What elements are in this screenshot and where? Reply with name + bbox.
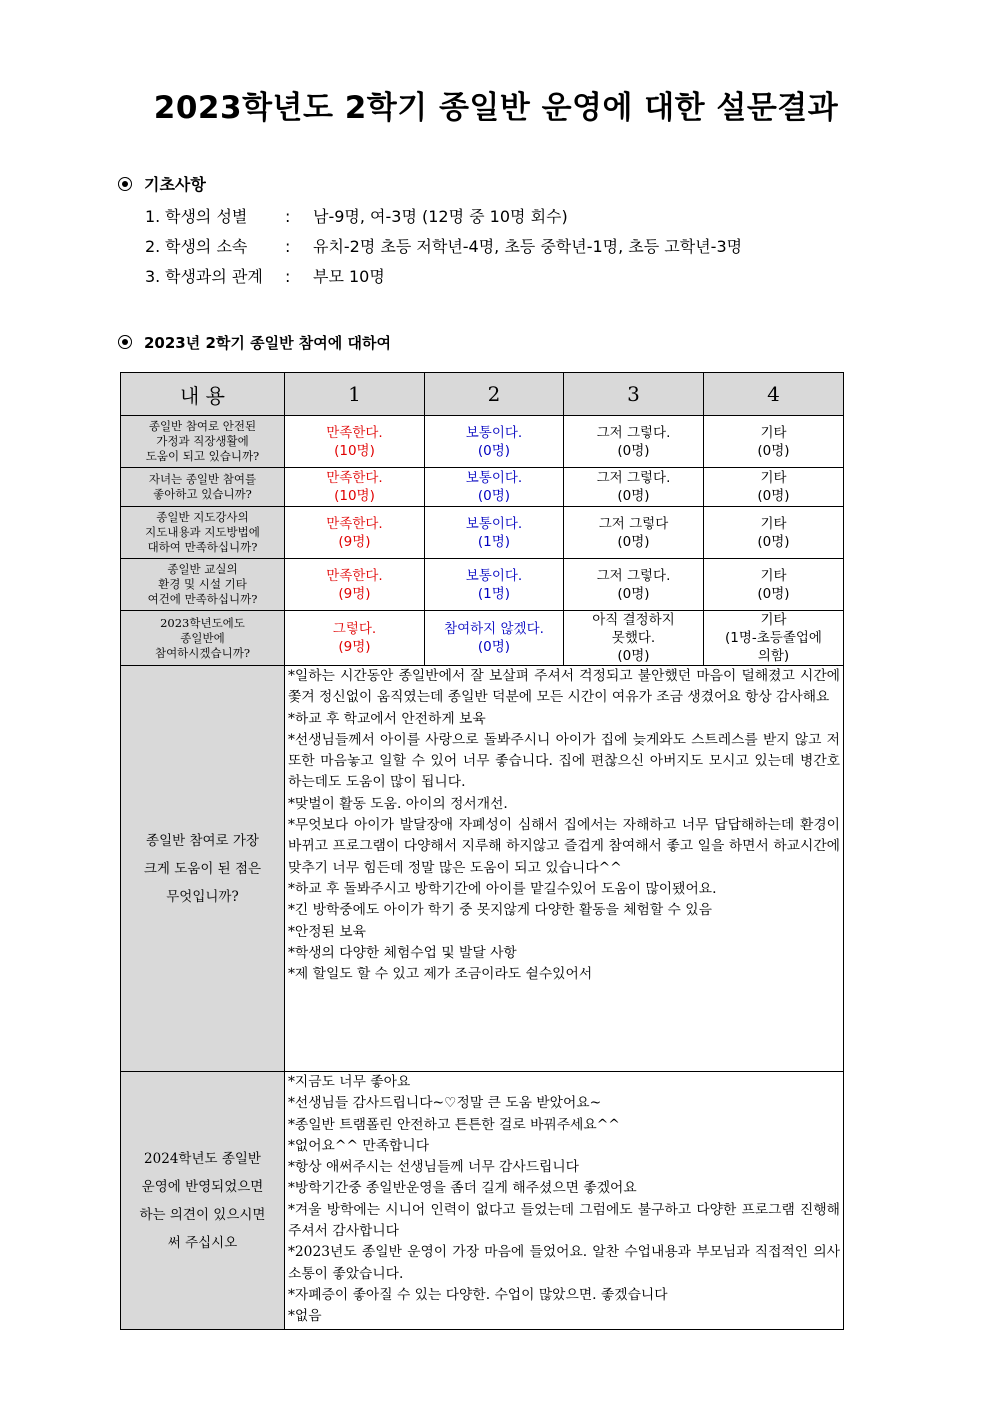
- question-line: 자녀는 종일반 참여를: [148, 472, 257, 486]
- option-text: 기타: [760, 515, 787, 532]
- item-number: 1.: [145, 207, 161, 226]
- question-line: 가정과 직장생활에: [156, 434, 249, 448]
- item-separator: :: [285, 207, 291, 226]
- question-line: 종일반에: [180, 630, 225, 645]
- table-header-row: [121, 373, 844, 416]
- option-cell: [425, 507, 564, 559]
- question-line: 무엇입니까?: [166, 888, 239, 905]
- option-text: 만족한다.: [326, 515, 383, 532]
- option-count: (0명): [757, 585, 790, 602]
- question-cell: [121, 507, 285, 559]
- circle-bullet-icon: [118, 335, 132, 349]
- question-line: 운영에 반영되었으면: [141, 1178, 264, 1195]
- answer-item: *2023년도 종일반 운영이 가장 마음에 들었어요. 알찬 수업내용과 부모님과 직접적인 의사소통이 좋았습니다.: [288, 1244, 840, 1282]
- option-text: 기타: [760, 470, 787, 486]
- item-label: 학생의 소속: [165, 237, 248, 256]
- option-text: 아직 결정하지: [592, 612, 675, 628]
- option-count: (0명): [477, 488, 511, 504]
- option-cell: [704, 507, 844, 559]
- option-text: 못했다.: [611, 630, 656, 646]
- header-option-3: 3: [564, 373, 704, 416]
- option-count: (0명): [617, 442, 650, 459]
- option-text: 보통이다.: [465, 424, 523, 441]
- option-cell: [425, 611, 564, 666]
- answer-item: *긴 방학중에도 아이가 학기 중 못지않게 다양한 활동을 체험할 수 있음: [288, 902, 712, 919]
- option-cell: [285, 611, 425, 666]
- item-value: 남-9명, 여-3명 (12명 중 10명 회수): [313, 207, 568, 226]
- option-count: (9명): [338, 639, 371, 655]
- basic-info-item: [145, 262, 742, 292]
- option-text: 그저 그렇다.: [596, 424, 671, 441]
- option-cell: [564, 468, 704, 507]
- option-cell: [564, 507, 704, 559]
- option-cell: [285, 468, 425, 507]
- option-cell: [285, 559, 425, 611]
- option-cell: [704, 416, 844, 468]
- option-count: (9명): [338, 533, 371, 550]
- option-count: (0명): [617, 533, 650, 550]
- answer-item: *겨울 방학에는 시니어 인력이 없다고 들었는데 그럼에도 불구하고 다양한 프로그램 진행해주셔서 감사합니다: [288, 1201, 840, 1240]
- answer-item: *하교 후 학교에서 안전하게 보육: [288, 710, 486, 727]
- basic-section-heading: [118, 172, 206, 195]
- item-separator: :: [285, 267, 291, 286]
- option-text: 그저 그렇다.: [596, 567, 671, 584]
- question-line: 종일반 교실의: [167, 562, 238, 576]
- question-line: 여건에 만족하십니까?: [147, 592, 258, 606]
- item-value: 유치-2명 초등 저학년-4명, 초등 중학년-1명, 초등 고학년-3명: [313, 237, 743, 256]
- option-count: (10명): [334, 488, 375, 504]
- option-count: (0명): [477, 442, 511, 459]
- item-label: 학생의 성별: [165, 207, 248, 226]
- option-count: (0명): [617, 585, 650, 602]
- header-option-1: 1: [285, 373, 425, 416]
- option-text: 만족한다.: [326, 470, 383, 486]
- answer-item: *학생의 다양한 체험수업 및 발달 사항: [288, 944, 517, 961]
- option-text: 보통이다.: [465, 515, 523, 532]
- option-text: 참여하지 않겠다.: [444, 621, 544, 637]
- question-cell: [121, 416, 285, 468]
- option-cell: [425, 559, 564, 611]
- table-row: [121, 507, 844, 559]
- option-cell: [704, 468, 844, 507]
- document-title: 2023학년도 2학기 종일반 운영에 대한 설문결과: [153, 90, 839, 126]
- option-cell: [564, 416, 704, 468]
- answer-item: *맞벌이 활동 도움. 아이의 정서개선.: [288, 795, 508, 812]
- option-count: (0명): [757, 442, 790, 459]
- help-answers-cell: [285, 666, 844, 1072]
- option-count: (0명): [757, 488, 790, 504]
- item-number: 3.: [145, 267, 161, 286]
- participation-section-label: 2023년 2학기 종일반 참여에 대하여: [144, 334, 391, 352]
- option-text: 기타: [760, 567, 787, 584]
- option-cell: [704, 559, 844, 611]
- table-row-help: [121, 666, 844, 1072]
- question-line: 도움이 되고 있습니까?: [145, 449, 260, 463]
- question-line: 크게 도움이 된 점은: [143, 860, 262, 877]
- header-option-4: 4: [704, 373, 844, 416]
- option-text: 기타: [760, 612, 787, 628]
- answer-item: *지금도 너무 좋아요: [288, 1074, 411, 1090]
- option-count: (10명): [334, 442, 375, 459]
- item-separator: :: [285, 237, 291, 256]
- question-line: 종일반 지도강사의: [156, 510, 249, 524]
- question-line: 참여하시겠습니까?: [154, 645, 251, 660]
- question-line: 좋아하고 있습니까?: [153, 487, 252, 501]
- option-count: (0명): [617, 488, 650, 504]
- option-text: 그저 그렇다: [598, 515, 669, 532]
- option-count: (1명): [477, 533, 511, 550]
- option-cell: [425, 468, 564, 507]
- basic-info-item: [145, 232, 742, 262]
- table-row: [121, 611, 844, 666]
- basic-info-list: [145, 202, 742, 292]
- option-count: (0명): [757, 533, 790, 550]
- question-line: 하는 의견이 있으시면: [139, 1206, 266, 1223]
- option-count: (1명-초등졸업에: [725, 630, 822, 646]
- participation-section-heading: [118, 332, 391, 353]
- header-option-2: 2: [425, 373, 564, 416]
- option-text: 보통이다.: [465, 470, 523, 486]
- answer-item: *방학기간중 종일반운영을 좀더 길게 해주셨으면 좋겠어요: [288, 1180, 637, 1197]
- item-label: 학생과의 관계: [165, 267, 263, 286]
- basic-section-label: 기초사항: [144, 175, 206, 194]
- question-line: 환경 및 시설 기타: [158, 577, 247, 591]
- answer-item: *하교 후 돌봐주시고 방학기간에 아이를 맡길수있어 도움이 많이됐어요.: [288, 880, 717, 897]
- answer-item: *무엇보다 아이가 발달장애 자폐성이 심해서 집에서는 자해하고 너무 답답해하는데 환경이 바뀌고 프로그램이 다양해서 지루해 하지않고 즐겁게 참여해서 좋고 일을 하면서 하교시간에 맞추기 너무 힘든데 정말 많은 도움이 되고 있습니다^^: [288, 817, 840, 876]
- item-number: 2.: [145, 237, 161, 256]
- answer-item: *종일반 트램폴린 안전하고 튼튼한 걸로 바꿔주세요^^: [288, 1116, 620, 1133]
- option-cell: [564, 611, 704, 666]
- question-cell: [121, 611, 285, 666]
- option-text: 그렇다.: [332, 621, 377, 637]
- item-value: 부모 10명: [313, 267, 385, 286]
- basic-info-item: [145, 202, 742, 232]
- question-line: 지도내용과 지도방법에: [145, 525, 260, 539]
- opinion-question-cell: [121, 1072, 285, 1330]
- option-text: 만족한다.: [326, 567, 383, 584]
- option-cell: [285, 507, 425, 559]
- question-cell: [121, 559, 285, 611]
- answer-item: *선생님들 감사드립니다~♡정말 큰 도움 받았어요~: [288, 1095, 602, 1112]
- question-cell: [121, 468, 285, 507]
- answer-item: *항상 애써주시는 선생님들께 너무 감사드립니다: [288, 1159, 579, 1176]
- option-count: (1명): [477, 585, 511, 602]
- header-content: 내 용: [121, 373, 285, 416]
- option-cell: [704, 611, 844, 666]
- answer-item: *안정된 보육: [288, 923, 366, 940]
- option-text: 기타: [760, 424, 787, 441]
- question-line: 대하여 만족하십니까?: [147, 540, 258, 554]
- table-row: [121, 416, 844, 468]
- option-cell: [425, 416, 564, 468]
- answer-item: *제 할일도 할 수 있고 제가 조금이라도 쉴수있어서: [288, 966, 593, 983]
- option-count: (0명): [617, 648, 650, 664]
- option-cell: [564, 559, 704, 611]
- question-line: 2024학년도 종일반: [144, 1150, 261, 1167]
- circle-bullet-icon: [118, 177, 132, 191]
- help-question-cell: [121, 666, 285, 1072]
- opinion-answers-cell: [285, 1072, 844, 1330]
- survey-table: [120, 372, 844, 1330]
- answer-item: *선생님들께서 아이를 사랑으로 돌봐주시니 아이가 집에 늦게와도 스트레스를 받지 않고 저 또한 마음놓고 일할 수 있어 너무 좋습니다. 집에 편찮으신 아버지도 모시고 있는데 병간호 하는데도 도움이 많이 됩니다.: [288, 731, 840, 791]
- option-text: 그저 그렇다.: [596, 470, 671, 486]
- question-line: 써 주십시오: [167, 1234, 238, 1251]
- answer-item: *자폐증이 좋아질 수 있는 다양한. 수업이 많았으면. 좋겠습니다: [288, 1286, 668, 1303]
- table-row: [121, 559, 844, 611]
- option-count: (9명): [338, 585, 371, 602]
- option-text: 보통이다.: [465, 567, 523, 584]
- answer-item: *없음: [288, 1308, 322, 1325]
- question-line: 2023학년도에도: [160, 615, 245, 630]
- table-row-opinion: [121, 1072, 844, 1330]
- option-text: 만족한다.: [326, 424, 383, 441]
- question-line: 종일반 참여로 안전된: [148, 419, 257, 433]
- answer-item: *없어요^^ 만족합니다: [288, 1137, 430, 1154]
- option-count: (0명): [477, 639, 511, 655]
- option-text: 의함): [757, 648, 790, 664]
- table-row: [121, 468, 844, 507]
- answer-item: *일하는 시간동안 종일반에서 잘 보살펴 주셔서 걱정되고 불안했던 마음이 덜해졌고 시간에 쫓겨 정신없이 움직였는데 종일반 덕분에 모든 시간이 여유가 조금 생겼어요 항상 감사해요: [288, 668, 840, 706]
- option-cell: [285, 416, 425, 468]
- question-line: 종일반 참여로 가장: [146, 832, 259, 849]
